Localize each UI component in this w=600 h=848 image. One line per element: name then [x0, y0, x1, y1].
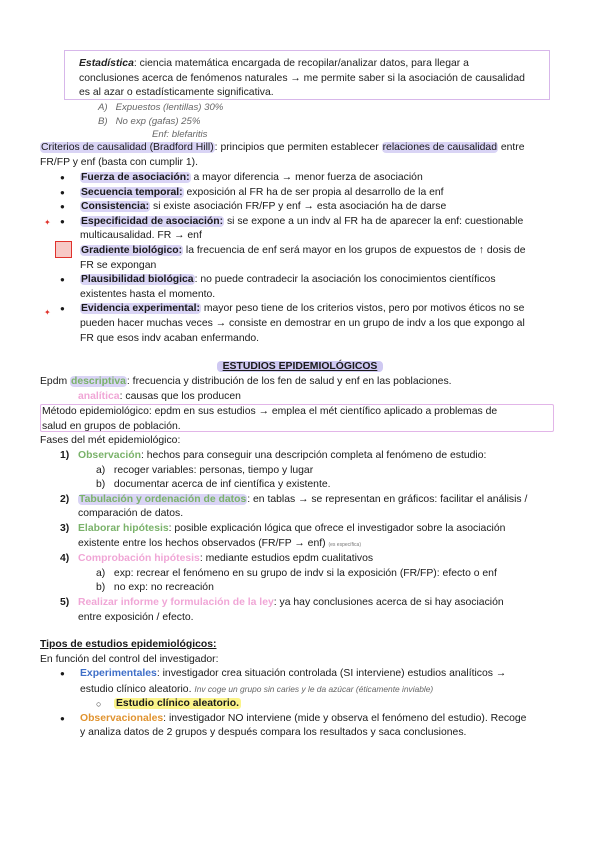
fases-title: Fases del mét epidemiológico:	[40, 435, 181, 446]
tipos-section	[40, 638, 560, 667]
tipo-observacionales: ● Observacionales: investigador NO interviene (mide y observa el fenómeno del estudio). Recoge y analiza datos de 2 grupos y después compara los resultados y saca conclusiones.	[60, 712, 527, 739]
option-a: A) Expuestos (lentillas) 30%	[98, 102, 224, 113]
fase-2: 2) Tabulación y ordenación de datos: en tablas → se representan en gráficos: facilitar el análisis / comparación de datos.	[60, 493, 528, 520]
criterion-evidencia: ● Evidencia experimental: mayor peso tiene de los criterios vistos, pero por motivos éticos no se pueden hacer muchas veces → consiste en demostrar en un grupo de indv a los que expongo al FR que esos indv acaban enfermando.	[60, 303, 525, 344]
red-box-marker	[55, 241, 72, 258]
enf-note: Enf: blefaritis	[152, 129, 208, 140]
criterion-gradiente: Gradiente biológico: la frecuencia de enf será mayor en los grupos de expuestos de ↑ dosis de FR se expongan	[80, 244, 526, 271]
box-line1: : ciencia matemática encargada de recopilar/analizar datos, para llegar a	[133, 58, 469, 69]
fase-3: 3) Elaborar hipótesis: posible explicación lógica que ofrece el investigador sobre la asociación existente entre los hechos observados (FR/FP → enf) (es específica)	[60, 522, 506, 549]
criterion-consistencia: ● Consistencia: si existe asociación FR/FP y enf → esta asociación ha de darse	[60, 201, 447, 213]
section-title: ESTUDIOS EPIDEMIOLÓGICOS	[0, 360, 600, 375]
box-line2: conclusiones acerca de fenómenos naturales → me permite saber si la asociación de causalidad	[79, 72, 525, 84]
criterion-secuencia: ● Secuencia temporal: exposición al FR ha de ser propia al desarrollo de la enf	[60, 186, 444, 198]
epdm-analitica: analítica: causas que los producen	[78, 391, 241, 402]
fase-1: 1) Observación: hechos para conseguir una descripción completa al fenómeno de estudio: a) recoger variables: personas, tiempo y lugar b) documentar acerca de inf científica y existente.	[60, 450, 487, 491]
criteria-list	[60, 171, 558, 346]
tipos-title: Tipos de estudios epidemiológicos:	[40, 639, 217, 650]
term-estadistica: Estadística	[79, 58, 134, 69]
criterion-fuerza: ● Fuerza de asociación: a mayor diferencia → menor fuerza de asociación	[60, 172, 423, 183]
criterion-especificidad: ● Especificidad de asociación: si se expone a un indv al FR ha de aparecer la enf: cuestionable multicausalidad. FR → enf	[60, 215, 524, 242]
definition-box	[64, 50, 550, 100]
red-mark-1: ✦	[44, 218, 51, 227]
box-line3: es al azar o estadísticamente significativa.	[79, 87, 274, 99]
tipo-experimentales: ● Experimentales: investigador crea situación controlada (SI interviene) estudios analíticos → estudio clínico aleatorio. Inv coge un grupo sin caries y le da azúcar (éticamente inviable)	[60, 668, 507, 695]
sub-estudio-clinico: ○ Estudio clínico aleatorio.	[96, 698, 239, 710]
option-b: B) No exp (gafas) 25%	[98, 116, 201, 127]
fase-5: 5) Realizar informe y formulación de la ley: ya hay conclusiones acerca de si hay asociación entre exposición / efecto.	[60, 596, 504, 623]
fase-4: 4) Comprobación hipótesis: mediante estudios epdm cualitativos a) exp: recrear el fenómeno en su grupo de indv si la exposición (FR/FP): efecto o enf b) no exp: no recreación	[60, 553, 497, 594]
tipos-subtitle: En función del control del investigador:	[40, 653, 219, 665]
epdm-descriptiva: Epdm descriptiva: frecuencia y distribución de los fen de salud y enf en las poblaciones.	[40, 376, 452, 387]
red-mark-2: ✦	[44, 308, 51, 317]
bradford-criteria: Criterios de causalidad (Bradford Hill): principios que permiten establecer relaciones de causalidad entre FR/FP y enf (basta con cumplir 1).	[40, 142, 525, 168]
fases-list	[60, 449, 560, 625]
tipos-list	[60, 667, 558, 741]
metodo-text: Método epidemiológico: epdm en sus estudios → emplea el mét científico aplicado a problemas de salud en grupos de población.	[42, 406, 498, 432]
criterion-plausibilidad: ● Plausibilidad biológica: no puede contradecir la asociación los conocimientos científicos existentes hasta el momento.	[60, 274, 496, 300]
